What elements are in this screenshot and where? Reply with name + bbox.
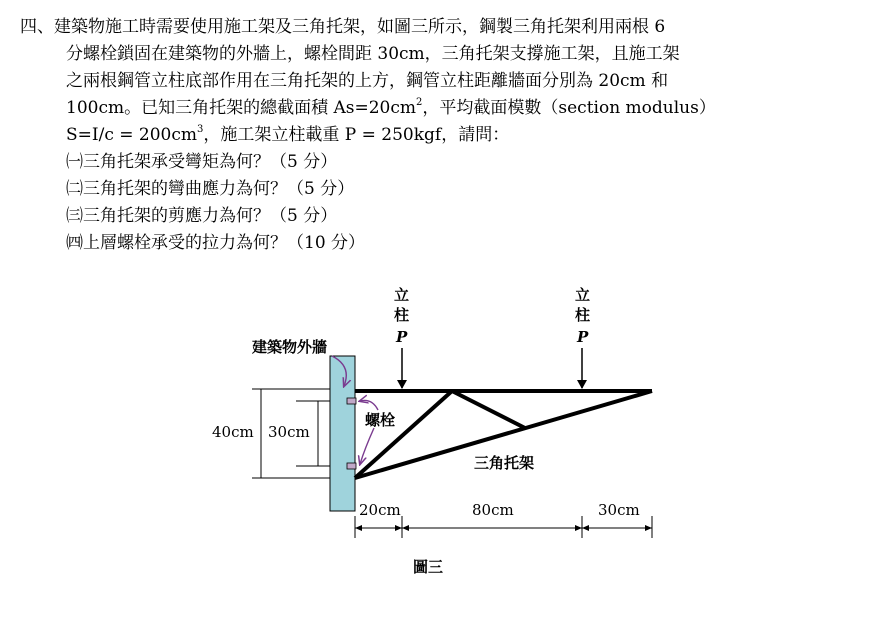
problem-number: 四、 (20, 17, 54, 37)
bracket-web-2 (452, 391, 525, 428)
bracket-label: 三角托架 (474, 454, 535, 472)
problem-line-3: 之兩根鋼管立柱底部作用在三角托架的上方，鋼管立柱距離牆面分別為 20cm 和 (66, 71, 669, 91)
bolt-upper (347, 398, 356, 404)
column-2-label-bottom: 柱 (575, 306, 591, 324)
column-1-label-top: 立 (394, 286, 410, 304)
dim-30b-label: 30cm (598, 501, 640, 519)
column-2-load-label: P (577, 328, 589, 346)
dim-20-label: 20cm (359, 501, 401, 519)
problem-line-1: 四、建築物施工時需要使用施工架及三角托架，如圖三所示，鋼製三角托架利用兩根 6 (20, 17, 666, 37)
column-1-label-bottom: 柱 (394, 306, 410, 324)
question-4: ㈣上層螺栓承受的拉力為何？（10 分） (66, 233, 366, 253)
bolt-arrow-upper (360, 400, 378, 410)
bolt-lower (347, 463, 356, 469)
question-1: ㈠三角托架承受彎矩為何？（5 分） (66, 152, 338, 172)
building-wall (330, 356, 355, 511)
column-1-load-label: P (396, 328, 408, 346)
problem-line-5: $S=I/c = 200cm^3$，施工架立柱載重 P = 250kgf，請問： (66, 124, 510, 145)
problem-line-4: 100cm。已知三角托架的總截面積 $As=20cm^2$，平均截面模數（section modulus） (66, 97, 716, 118)
bolt-arrow-lower (360, 428, 374, 464)
problem-line-2: 分螺栓鎖固在建築物的外牆上，螺栓間距 30cm，三角托架支撐施工架，且施工架 (66, 44, 680, 64)
question-2: ㈡三角托架的彎曲應力為何？（5 分） (66, 179, 355, 199)
wall-label: 建築物外牆 (252, 338, 328, 356)
figure-caption: 圖三 (413, 558, 444, 576)
dim-80-label: 80cm (472, 501, 514, 519)
column-2-label-top: 立 (575, 286, 591, 304)
bolt-label: 螺栓 (365, 411, 396, 429)
dim-40-label: 40cm (212, 423, 254, 441)
question-3: ㈢三角托架的剪應力為何？（5 分） (66, 206, 338, 226)
dim-30-label: 30cm (268, 423, 310, 441)
